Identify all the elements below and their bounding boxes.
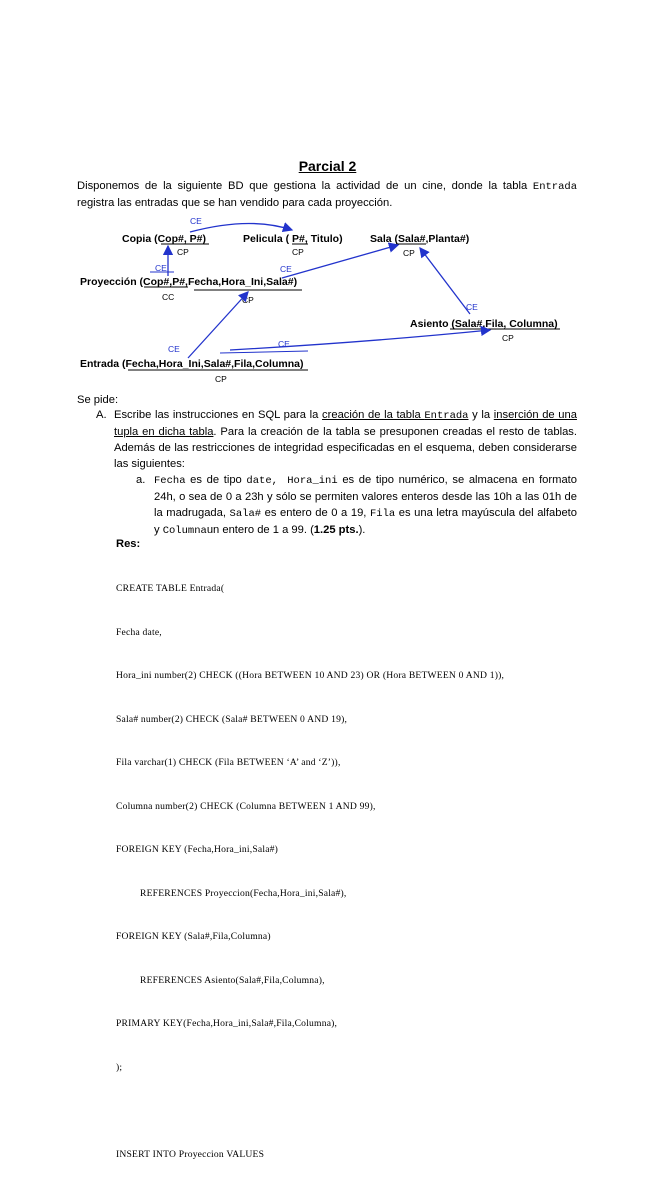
code-line: Columna number(2) CHECK (Columna BETWEEN 1 AND 99), xyxy=(116,800,376,812)
ce-label-entrada-asiento: CE xyxy=(278,339,290,349)
code-line: PRIMARY KEY(Fecha,Hora_ini,Sala#,Fila,Columna), xyxy=(116,1018,338,1029)
ce-arrow-copia-pelicula xyxy=(190,223,292,232)
item-a-t1: Escribe las instrucciones en SQL para la xyxy=(114,409,323,421)
intro-table-name: Entrada xyxy=(532,181,577,193)
item-a-a-points: 1.25 pts. xyxy=(313,524,359,536)
code-line: Fila varchar(1) CHECK (Fila BETWEEN ‘A’ and ‘Z’)), xyxy=(116,757,341,768)
item-a-a-t5: un entero de 1 a 99. ( xyxy=(206,524,314,536)
item-a-a-t3: es entero de 0 a 19, xyxy=(261,507,370,519)
ce-arrow-entrada-proyeccion xyxy=(188,292,248,358)
relation-asiento: Asiento (Sala#,Fila, Columna) xyxy=(410,318,558,330)
item-a-t2: y la xyxy=(468,409,494,421)
copia-cp-label: CP xyxy=(177,247,189,257)
item-a-a-t4: es una letra mayúscula del alfabeto y xyxy=(154,507,578,536)
ce-label-proyeccion-copia: CE xyxy=(155,263,167,273)
relation-sala: Sala (Sala#,Planta#) xyxy=(370,233,470,245)
code-line: REFERENCES Proyeccion(Fecha,Hora_ini,Sala#), xyxy=(140,887,347,899)
item-a-a-t1: es de tipo xyxy=(185,474,247,486)
item-a-u1: creación de la tabla xyxy=(322,409,425,421)
item-a-a-letter: a. xyxy=(136,474,146,486)
ce-underline-entrada-asiento xyxy=(220,351,308,353)
code-line: Sala# number(2) CHECK (Sala# BETWEEN 0 AND 19), xyxy=(116,713,348,725)
item-a-a-m6: Columna xyxy=(162,525,207,537)
item-a-t3: . Para la creación de la tabla se presuponen creadas el resto de tablas. Además de las restricciones de integridad especificadas en el esquema, deben considerarse las siguientes: xyxy=(114,426,577,470)
res-label: Res: xyxy=(116,538,141,550)
code-line: Hora_ini number(2) CHECK ((Hora BETWEEN 10 AND 23) OR (Hora BETWEEN 0 AND 1)), xyxy=(116,670,505,681)
item-a-a-m1: Fecha xyxy=(154,475,186,487)
proyeccion-cc-label: CC xyxy=(162,292,175,302)
item-a-text xyxy=(114,407,577,472)
code-line: ); xyxy=(116,1061,123,1073)
schema-diagram xyxy=(70,212,590,392)
proyeccion-cp-label: CP xyxy=(242,295,254,305)
item-a-a-m3: Hora_ini xyxy=(287,475,338,487)
ce-arrow-asiento-sala xyxy=(420,248,470,314)
ce-arrow-entrada-asiento xyxy=(230,330,490,350)
code-line xyxy=(116,1104,581,1119)
item-a-a-t2: es de tipo numérico, se almacena en formato 24h, o sea de 0 a 23h y sólo se permiten valores enteros desde las 10h a las 01h de la madrugada, xyxy=(154,474,577,519)
item-a-a-m4: Sala# xyxy=(229,508,262,520)
code-line: Fecha date, xyxy=(116,626,162,638)
entrada-cp-label: CP xyxy=(215,374,227,384)
intro-text-after: registra las entradas que se han vendido para cada proyección. xyxy=(77,197,393,209)
intro-text-before: Disponemos de la siguiente BD que gestiona la actividad de un cine, donde la tabla xyxy=(77,180,533,192)
code-line: INSERT INTO Proyeccion VALUES xyxy=(116,1148,265,1160)
ce-label-entrada-proyeccion: CE xyxy=(168,344,180,354)
page-title: Parcial 2 xyxy=(298,158,357,174)
relation-pelicula: Pelicula ( P#, Titulo) xyxy=(243,233,343,245)
item-a-u1-mono: Entrada xyxy=(424,410,469,422)
relation-proyeccion: Proyección (Cop#,P#,Fecha,Hora_Ini,Sala#) xyxy=(80,276,298,288)
code-line: FOREIGN KEY (Sala#,Fila,Columna) xyxy=(116,931,271,942)
item-a-a-text xyxy=(154,472,577,539)
ce-label-asiento-sala: CE xyxy=(466,302,478,312)
code-line: CREATE TABLE Entrada( xyxy=(116,583,225,594)
relation-copia: Copia (Cop#, P#) xyxy=(122,233,207,245)
item-a-a-t6: ). xyxy=(358,524,366,536)
ce-label-proyeccion-sala: CE xyxy=(280,264,292,274)
sql-code-block xyxy=(116,553,581,1191)
se-pide-label: Se pide: xyxy=(77,394,119,406)
item-a-a-m2: date, xyxy=(246,475,278,487)
relation-entrada: Entrada (Fecha,Hora_Ini,Sala#,Fila,Columna) xyxy=(80,358,304,370)
sala-cp-label: CP xyxy=(403,248,415,258)
code-line: FOREIGN KEY (Fecha,Hora_ini,Sala#) xyxy=(116,844,279,855)
asiento-cp-label: CP xyxy=(502,333,514,343)
pelicula-cp-label: CP xyxy=(292,247,304,257)
item-a-letter: A. xyxy=(96,409,107,421)
item-a-u2: inserción de una tupla en dicha tabla xyxy=(114,409,577,438)
ce-label-copia-pelicula: CE xyxy=(190,216,202,226)
intro-paragraph xyxy=(77,178,577,211)
item-a-a-m5: Fila xyxy=(369,508,396,520)
code-line: REFERENCES Asiento(Sala#,Fila,Columna), xyxy=(140,974,325,986)
